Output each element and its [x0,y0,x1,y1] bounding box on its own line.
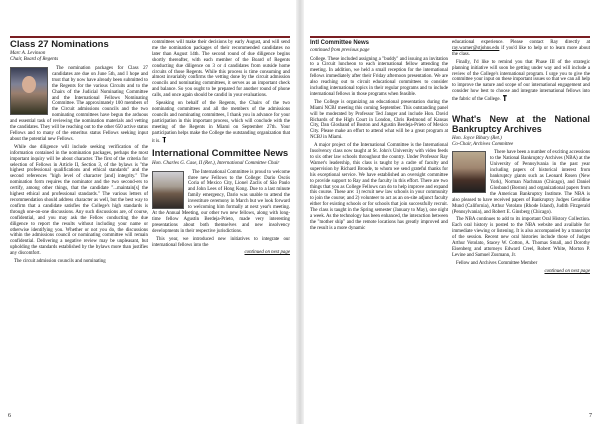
archives-byline [452,136,590,148]
left-header-rule [10,36,290,38]
class27-author-title: Chair, Board of Regents [10,57,59,63]
intl-cont-paragraph: A major project of the International Committee is the International Insolvency class now taught at St. John's University with video feeds to six other law schools throughout the country. Under Professor Ray Warner's leadership, this class is taught by a cadre of faculty and supervision by Richard Broude, to whom we send grateful thanks for his exceptional service. We have established an oversight committee to provide support to Ray and the faculty in this effort. There are two things that you as College Fellows can do to help improve and expand this course. These are: 1) recruit new law schools in your community to join the course; and 2) volunteer to act as an on-site adjunct faculty either for existing schools or for schools that join successfully recruit. The class is taught in the Spring semester (January to May), one night a week. As the technology has been enhanced, the interaction between the "mother ship" and the remote locations has greatly improved and the result is a more dynamic [310,143,448,231]
intl-title: International Committee News [152,148,289,160]
column-2 [152,40,290,256]
end-mark-icon [162,137,166,143]
column-1 [10,40,148,265]
right-header-rule [310,36,590,38]
end-mark-icon [503,95,507,101]
page-spine [296,0,304,424]
class27-paragraph: While due diligence will include seeking verification of the information contained in the nomination packages, perhaps the most important inquiry will be about character. The first of the criteria for selection of Fellows in Article II, Section 3, of the bylaws is "the highest professional qualifications and ethical standards" and the second references "high level of character [and] integrity." The nomination form requires the nominator and the two second-ers to certify, among other things, that the candidate "...maintain[s] the highest ethical and professional standards." The various letters of recommendation should address character as well, but the best way to confirm that a candidate satisfies the College's high standards is through one-on-one discussions. Any such discussions are, of course, confidential, and you may ask the Fellow conducting the due diligence to report the results without including your name or otherwise identifying you. Whether or not you do, the discussions within the admissions council or nominating committee will remain confidential. Delivering a negative review may be unpleasant, but upholding the standards established by the bylaws more than justifies any discomfort. [10,144,148,257]
intl-paragraph: The International Committee is proud to welcome three new Fellows to the College: Dario Oscós Coria of Mexico City, Lionel Zaclis of São Paulo and John Lees of Hong Kong. Due to a last minute family emergency, Dario was unable to attend the investiture ceremony in March but we look forward to welcoming him formally at next year's meeting. At the Annual Meeting, our other two new fellows, along with long-time fellow Agustin Berdeja-Prieto, made very interesting presentations about both themselves and new insolvency developments in their respective jurisdictions. [152,169,290,234]
archives-paragraph: Fellow and Archives Committee Member [456,260,538,266]
intl-cont-paragraph: Finally, I'd like to remind you that Phase III of the strategic planning initiative will soon be getting under way and will include a review of the College's international program. I urge you to give the committee your input on these important issues so that we can all help to improve the nature and scope of our international engagement and consider how best to choose and integrate international fellows into the fabric of the College. [452,59,590,103]
continued-next-link[interactable]: continued on next page [244,250,290,256]
class27-closing: Speaking on behalf of the Regents, the Chairs of the two nominating committees and all the members of the admissions councils and nominating committees, I thank you in advance for your participation in this important process, which will conclude with the meeting of the Regents in Miami on September 27th. Your participation helps make the College the outstanding organization that it is. [152,101,290,144]
class27-title: Class 27 Nominations [10,39,109,50]
page-number-left: 6 [8,413,11,419]
intl-cont-heading: Intl Committee News [310,40,370,46]
continued-next-link[interactable]: continued on next page [544,268,590,274]
author-photo [152,171,184,209]
class27-paragraph: committees will make their decisions by early August, and will send me the nomination packages of their recommended candidates no later than August 14th. The second round of due diligence begins shortly thereafter, with each member of the Board of Regents conducting due diligence on 3 or 4 candidates from outside home circuits of those Regents. While this process is time consuming and almost invariably confirms the vetting done by the circuit admission councils and nominating committees, it serves as an important check and balance. So you ought to be prepared for another round of phone calls, and once again should be candid in your evaluations. [152,40,290,99]
class27-paragraph: The circuit admission councils and nominating [14,259,106,265]
class27-author: Marc A. Levinson [10,51,46,57]
class27-paragraph: The nomination packages for Class 27 candidates are due on June 5th, and I hope and trust that by now have already been submitted to the Regents for the various Circuits and to the Chairs of the Judicial Nominating Committee and the International Fellows Nominating Committee. The approximately 100 members of the Circuit admissions councils and the two nominating committees have begun the arduous and essential task of reviewing the nomination materials and vetting the candidates. They will be reaching out to the other 650 active status Fellows and to many of the emeritus status Fellows seeking input about the potential new Fellows. [10,66,148,142]
intl-cont-paragraph: College. These included assigning a "buddy" and issuing an invitation to a Circuit luncheon to each international fellow attending the meeting. In addition, we held a small reception for the international fellows immediately after their Friday afternoon presentation. We are also reaching out to circuit educational committees to consider including international topics in their regular programs and to include international fellows in those programs when feasible. [310,56,448,97]
page-number-right: 7 [589,413,592,419]
archives-paragraph: The NBA continues to add to its important Oral History Collection. Each oral history is posted to the NBA website and available for immediate viewing or listening. It is also accompanied by a transcript of the session. Recent new oral histories include those of Judges Arthur Votolato, Stacey W. Cotton, A. Thomas Small, and Dorothy Eisenberg and attorneys Edward Creel, Robert White, Morton P. Levine and Samuel Zusmann, Jr. [452,217,590,258]
intl-cont-paragraph: The College is organizing an educational presentation during the Miami NCBJ meeting this coming September. This outstanding panel will be moderated by Professor Ted Janger and include Hon. David Richards of the High Court in London, Chris Redmond of Kansas City, Dan Glosband of Boston and Agustin Berdeja-Prieto of Mexico City. Please make an effort to attend what will be a great program at NCBJ in Miami. [310,99,448,141]
column-4 [452,40,590,275]
author-photo [10,67,48,115]
archives-author: Hon. Joyce Bihary (Ret.) [452,135,502,141]
class27-byline [10,51,148,63]
continued-from-label: continued from previous page [310,47,370,53]
intl-cont-paragraph: educational experience. Please contact Ray directly at ray.warner@stjohns.edu if you'd like to help or to learn more about the class. [452,40,590,57]
author-photo [452,151,486,193]
archives-paragraph: There have been a number of exciting accessions to the National Bankruptcy Archives (NBA) at the University of Pennsylvania in the past year including papers of historical interest from bankruptcy giants such as Leonard Rosen (New York), Norman Nachman (Chicago), and Daniel Glosband (Boston) and organizational papers from the American Bankruptcy Institute. The NBA is also pleased to have received papers of Bankruptcy Judges Geraldine Mund (California), Arthur Votolato (Rhode Island), Judith Fitzgerald (Pennsylvania), and Robert E. Ginsberg (Chicago). [452,150,591,215]
archives-author-title: Co-Chair, Archives Committee [452,141,514,147]
intl-byline: Hon. Charles G. Case, II (Ret.), International Committee Chair [152,160,280,166]
archives-title: What's New at the National Bankruptcy Archives [452,114,590,134]
class27-paragraph [152,101,290,144]
column-3 [310,40,448,234]
intl-paragraph: This year, we introduced new initiatives to integrate our international fellows into the [152,236,290,248]
